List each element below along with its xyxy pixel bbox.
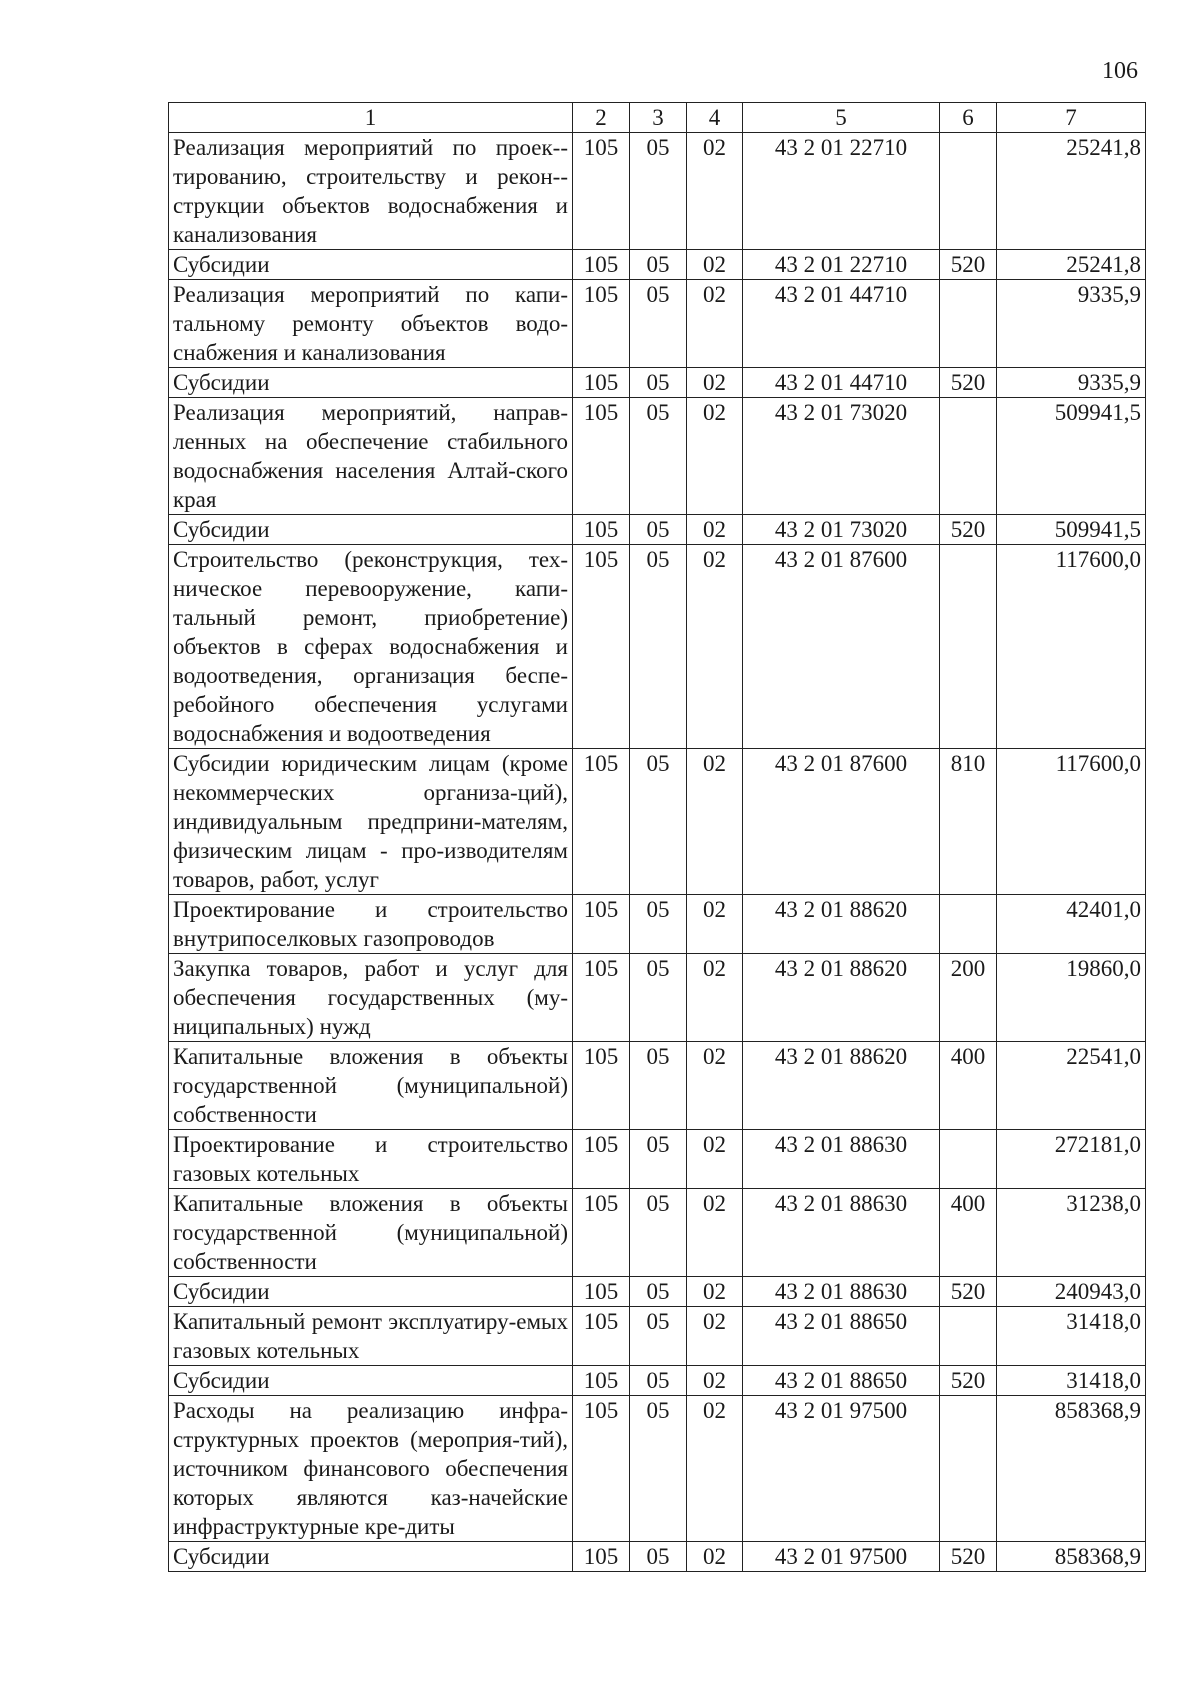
budget-table xyxy=(168,102,1146,1572)
table-row xyxy=(169,1307,1146,1366)
target-article-cell: 43 2 01 97500 xyxy=(743,1396,940,1542)
subsection-cell: 02 xyxy=(687,1396,743,1542)
section-cell: 05 xyxy=(630,368,687,398)
target-article-cell: 43 2 01 88650 xyxy=(743,1366,940,1396)
item-name-cell: Строительство (реконструкция, тех-ническое перевооружение, капи-тальный ремонт, приобретение) объектов в сферах водоснабжения и водоотведения, организация беспе-ребойного обеспечения услугами водоснабжения и водоотведения xyxy=(169,545,573,749)
subsection-cell: 02 xyxy=(687,1189,743,1277)
amount-cell: 31418,0 xyxy=(997,1307,1146,1366)
item-name-cell: Субсидии xyxy=(169,515,573,545)
expense-type-cell xyxy=(940,280,997,368)
code-cell: 105 xyxy=(573,1277,630,1307)
section-cell: 05 xyxy=(630,545,687,749)
code-cell: 105 xyxy=(573,280,630,368)
item-name-cell: Реализация мероприятий, направ-ленных на обеспечение стабильного водоснабжения населения Алтай-ского края xyxy=(169,398,573,515)
amount-cell: 117600,0 xyxy=(997,749,1146,895)
amount-cell: 9335,9 xyxy=(997,368,1146,398)
column-header: 7 xyxy=(997,103,1146,133)
subsection-cell: 02 xyxy=(687,133,743,250)
page-number: 106 xyxy=(1102,58,1138,84)
target-article-cell: 43 2 01 87600 xyxy=(743,545,940,749)
expense-type-cell xyxy=(940,1396,997,1542)
amount-cell: 9335,9 xyxy=(997,280,1146,368)
subsection-cell: 02 xyxy=(687,1042,743,1130)
amount-cell: 272181,0 xyxy=(997,1130,1146,1189)
code-cell: 105 xyxy=(573,545,630,749)
target-article-cell: 43 2 01 44710 xyxy=(743,280,940,368)
table-row xyxy=(169,1042,1146,1130)
section-cell: 05 xyxy=(630,1366,687,1396)
code-cell: 105 xyxy=(573,1396,630,1542)
subsection-cell: 02 xyxy=(687,280,743,368)
code-cell: 105 xyxy=(573,749,630,895)
table-row xyxy=(169,133,1146,250)
expense-type-cell xyxy=(940,133,997,250)
amount-cell: 117600,0 xyxy=(997,545,1146,749)
item-name-cell: Субсидии xyxy=(169,1542,573,1572)
amount-cell: 858368,9 xyxy=(997,1396,1146,1542)
section-cell: 05 xyxy=(630,515,687,545)
table-row xyxy=(169,1189,1146,1277)
subsection-cell: 02 xyxy=(687,1542,743,1572)
expense-type-cell xyxy=(940,895,997,954)
table-row xyxy=(169,1366,1146,1396)
item-name-cell: Капитальный ремонт эксплуатиру-емых газовых котельных xyxy=(169,1307,573,1366)
section-cell: 05 xyxy=(630,1130,687,1189)
section-cell: 05 xyxy=(630,250,687,280)
table-row xyxy=(169,280,1146,368)
item-name-cell: Субсидии юридическим лицам (кроме некоммерческих организа-ций), индивидуальным предприни-мателям, физическим лицам - про-изводителям товаров, работ, услуг xyxy=(169,749,573,895)
column-header: 5 xyxy=(743,103,940,133)
subsection-cell: 02 xyxy=(687,515,743,545)
item-name-cell: Субсидии xyxy=(169,250,573,280)
expense-type-cell: 520 xyxy=(940,250,997,280)
code-cell: 105 xyxy=(573,133,630,250)
subsection-cell: 02 xyxy=(687,749,743,895)
expense-type-cell: 520 xyxy=(940,515,997,545)
column-header: 2 xyxy=(573,103,630,133)
expense-type-cell: 400 xyxy=(940,1042,997,1130)
table-header xyxy=(169,103,1146,133)
item-name-cell: Расходы на реализацию инфра-структурных проектов (мероприя-тий), источником финансового обеспечения которых являются каз-начейские инфраструктурные кре-диты xyxy=(169,1396,573,1542)
table-row xyxy=(169,895,1146,954)
amount-cell: 22541,0 xyxy=(997,1042,1146,1130)
target-article-cell: 43 2 01 22710 xyxy=(743,133,940,250)
subsection-cell: 02 xyxy=(687,954,743,1042)
amount-cell: 19860,0 xyxy=(997,954,1146,1042)
expense-type-cell: 400 xyxy=(940,1189,997,1277)
expense-type-cell xyxy=(940,545,997,749)
section-cell: 05 xyxy=(630,954,687,1042)
table-row xyxy=(169,1130,1146,1189)
target-article-cell: 43 2 01 88620 xyxy=(743,895,940,954)
column-header: 4 xyxy=(687,103,743,133)
item-name-cell: Закупка товаров, работ и услуг для обеспечения государственных (му-ниципальных) нужд xyxy=(169,954,573,1042)
subsection-cell: 02 xyxy=(687,1307,743,1366)
expense-type-cell: 520 xyxy=(940,1277,997,1307)
code-cell: 105 xyxy=(573,1366,630,1396)
target-article-cell: 43 2 01 73020 xyxy=(743,515,940,545)
subsection-cell: 02 xyxy=(687,1277,743,1307)
section-cell: 05 xyxy=(630,280,687,368)
code-cell: 105 xyxy=(573,250,630,280)
table-body xyxy=(169,133,1146,1572)
section-cell: 05 xyxy=(630,1542,687,1572)
table-row xyxy=(169,1542,1146,1572)
expense-type-cell xyxy=(940,1130,997,1189)
amount-cell: 240943,0 xyxy=(997,1277,1146,1307)
table-row xyxy=(169,545,1146,749)
amount-cell: 31238,0 xyxy=(997,1189,1146,1277)
section-cell: 05 xyxy=(630,749,687,895)
table-row xyxy=(169,398,1146,515)
target-article-cell: 43 2 01 88630 xyxy=(743,1130,940,1189)
target-article-cell: 43 2 01 44710 xyxy=(743,368,940,398)
code-cell: 105 xyxy=(573,515,630,545)
expense-type-cell: 520 xyxy=(940,1366,997,1396)
target-article-cell: 43 2 01 22710 xyxy=(743,250,940,280)
subsection-cell: 02 xyxy=(687,398,743,515)
target-article-cell: 43 2 01 88620 xyxy=(743,1042,940,1130)
expense-type-cell: 200 xyxy=(940,954,997,1042)
target-article-cell: 43 2 01 88630 xyxy=(743,1277,940,1307)
section-cell: 05 xyxy=(630,133,687,250)
subsection-cell: 02 xyxy=(687,895,743,954)
target-article-cell: 43 2 01 87600 xyxy=(743,749,940,895)
subsection-cell: 02 xyxy=(687,1130,743,1189)
code-cell: 105 xyxy=(573,1307,630,1366)
section-cell: 05 xyxy=(630,895,687,954)
item-name-cell: Субсидии xyxy=(169,1366,573,1396)
table-row xyxy=(169,749,1146,895)
code-cell: 105 xyxy=(573,1130,630,1189)
section-cell: 05 xyxy=(630,1042,687,1130)
amount-cell: 31418,0 xyxy=(997,1366,1146,1396)
expense-type-cell: 520 xyxy=(940,1542,997,1572)
code-cell: 105 xyxy=(573,398,630,515)
section-cell: 05 xyxy=(630,1396,687,1542)
code-cell: 105 xyxy=(573,954,630,1042)
amount-cell: 25241,8 xyxy=(997,250,1146,280)
subsection-cell: 02 xyxy=(687,545,743,749)
amount-cell: 25241,8 xyxy=(997,133,1146,250)
table-row xyxy=(169,1277,1146,1307)
target-article-cell: 43 2 01 88620 xyxy=(743,954,940,1042)
item-name-cell: Капитальные вложения в объекты государственной (муниципальной) собственности xyxy=(169,1189,573,1277)
column-header: 6 xyxy=(940,103,997,133)
table-row xyxy=(169,1396,1146,1542)
subsection-cell: 02 xyxy=(687,1366,743,1396)
target-article-cell: 43 2 01 88650 xyxy=(743,1307,940,1366)
item-name-cell: Реализация мероприятий по проек-тированию, строительству и рекон-струкции объектов водоснабжения и канализования xyxy=(169,133,573,250)
expense-type-cell: 520 xyxy=(940,368,997,398)
table-row xyxy=(169,515,1146,545)
expense-type-cell xyxy=(940,1307,997,1366)
section-cell: 05 xyxy=(630,1189,687,1277)
code-cell: 105 xyxy=(573,368,630,398)
section-cell: 05 xyxy=(630,398,687,515)
item-name-cell: Реализация мероприятий по капи-тальному ремонту объектов водо-снабжения и канализования xyxy=(169,280,573,368)
expense-type-cell xyxy=(940,398,997,515)
subsection-cell: 02 xyxy=(687,250,743,280)
code-cell: 105 xyxy=(573,1542,630,1572)
section-cell: 05 xyxy=(630,1307,687,1366)
header-row xyxy=(169,103,1146,133)
column-header: 1 xyxy=(169,103,573,133)
item-name-cell: Субсидии xyxy=(169,1277,573,1307)
target-article-cell: 43 2 01 73020 xyxy=(743,398,940,515)
section-cell: 05 xyxy=(630,1277,687,1307)
amount-cell: 42401,0 xyxy=(997,895,1146,954)
code-cell: 105 xyxy=(573,1189,630,1277)
item-name-cell: Капитальные вложения в объекты государственной (муниципальной) собственности xyxy=(169,1042,573,1130)
expense-type-cell: 810 xyxy=(940,749,997,895)
table-row xyxy=(169,954,1146,1042)
code-cell: 105 xyxy=(573,1042,630,1130)
subsection-cell: 02 xyxy=(687,368,743,398)
table-row xyxy=(169,368,1146,398)
item-name-cell: Проектирование и строительство внутрипоселковых газопроводов xyxy=(169,895,573,954)
amount-cell: 509941,5 xyxy=(997,515,1146,545)
column-header: 3 xyxy=(630,103,687,133)
target-article-cell: 43 2 01 88630 xyxy=(743,1189,940,1277)
item-name-cell: Субсидии xyxy=(169,368,573,398)
item-name-cell: Проектирование и строительство газовых котельных xyxy=(169,1130,573,1189)
table-row xyxy=(169,250,1146,280)
amount-cell: 858368,9 xyxy=(997,1542,1146,1572)
code-cell: 105 xyxy=(573,895,630,954)
amount-cell: 509941,5 xyxy=(997,398,1146,515)
target-article-cell: 43 2 01 97500 xyxy=(743,1542,940,1572)
